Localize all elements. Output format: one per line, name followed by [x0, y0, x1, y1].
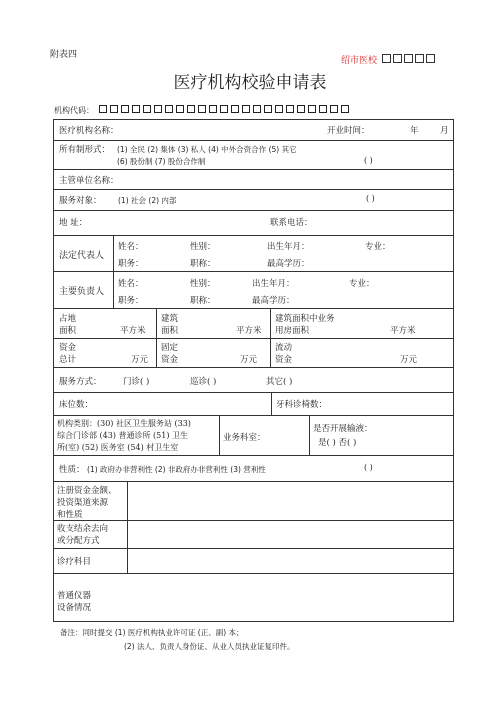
name-label: 医疗机构名称： [59, 126, 119, 136]
form-title: 医疗机构校验申请表 [173, 73, 327, 93]
legal-rep-name-label: 姓名： [118, 242, 144, 252]
form-table [53, 119, 454, 622]
dental-chairs-label: 牙科诊椅数： [276, 400, 328, 410]
equipment-label-2: 设备情况 [57, 603, 92, 613]
total-funds-label-1: 资金 [59, 343, 77, 353]
year-label: 年 [410, 126, 419, 136]
org-code-row [54, 98, 349, 117]
total-funds-unit: 万元 [131, 355, 149, 365]
note-line-1: 备注：同时提交 (1) 医疗机构执业许可证 (正、副) 本； [60, 628, 244, 637]
land-area-label-2: 面积 [59, 326, 77, 336]
build-area-label-2: 面积 [161, 326, 179, 336]
income-label-1: 收支结余去向 [57, 524, 109, 534]
principal-major-label: 专业： [349, 279, 375, 289]
ownership-label: 所有制形式： [59, 145, 111, 155]
nature-label: 性质： [59, 465, 85, 475]
dept-label: 业务科室： [223, 433, 266, 443]
total-funds-label-2: 总计 [59, 355, 77, 365]
phone-label: 联系电话： [270, 218, 313, 228]
income-input[interactable] [131, 523, 449, 545]
nature-choice[interactable]: ( ) [364, 463, 373, 472]
outpatient-option[interactable]: 门诊( ) [123, 377, 150, 387]
category-options-3[interactable]: 所(室) (52) 医务室 (54) 村卫生室 [57, 443, 179, 452]
flow-funds-label-1: 流动 [275, 343, 293, 353]
beds-label: 床位数： [59, 400, 94, 410]
build-area-label-1: 建筑 [161, 314, 179, 324]
note-line-2: (2) 法人、负责人身份证、从业人员执业证复印件。 [124, 642, 295, 651]
phone-input[interactable] [320, 213, 448, 231]
service-target-options[interactable]: (1) 社会 (2) 内部 [118, 196, 177, 205]
ownership-choice[interactable]: ( ) [364, 156, 373, 165]
ownership-options-2[interactable]: (6) 股份制 (7) 股份合作制 [117, 157, 206, 166]
reg-funds-label-2: 投资渠道来源 [57, 498, 109, 508]
category-options-1[interactable]: 机构类别：(30) 社区卫生服务站 (33) [57, 419, 191, 428]
legal-rep-edu-label: 最高学历： [267, 259, 310, 269]
supervisor-input[interactable] [124, 171, 444, 187]
reg-funds-input[interactable] [131, 484, 449, 517]
principal-name-label: 姓名： [118, 279, 144, 289]
flow-funds-label-2: 资金 [275, 355, 293, 365]
annex-label: 附表四 [50, 50, 78, 60]
land-area-unit: 平方米 [120, 326, 146, 336]
org-code-label: 机构代码： [54, 106, 94, 115]
ownership-options-1[interactable]: (1) 全民 (2) 集体 (3) 私人 (4) 中外合资合作 (5) 其它 [117, 145, 297, 154]
address-label: 地 址： [59, 218, 88, 228]
medical-area-unit: 平方米 [390, 326, 416, 336]
open-time-label: 开业时间： [327, 126, 370, 136]
serial-boxes[interactable] [382, 54, 435, 63]
city-prefix: 绍市医校 [341, 56, 378, 66]
service-mode-label: 服务方式： [59, 377, 102, 387]
infusion-label: 是否开展输液： [313, 424, 373, 434]
subjects-label: 诊疗科目 [57, 557, 92, 567]
principal-edu-label: 最高学历： [252, 296, 295, 306]
principal-label: 主要负责人 [59, 287, 105, 297]
medical-area-label-2: 用房面积 [275, 326, 310, 336]
reg-funds-label-1: 注册资金金额、 [57, 486, 117, 496]
medical-area-label-1: 建筑面积中业务 [275, 314, 335, 324]
equipment-label-1: 普通仪器 [57, 591, 92, 601]
supervisor-label: 主管单位名称： [59, 176, 119, 186]
category-options-2[interactable]: 综合门诊部 (43) 普通诊所 (51) 卫生 [57, 431, 189, 440]
build-area-unit: 平方米 [236, 326, 262, 336]
fixed-funds-label-2: 资金 [161, 355, 179, 365]
other-option[interactable]: 其它( ) [266, 377, 293, 387]
flow-funds-unit: 万元 [400, 355, 418, 365]
month-label: 月 [440, 126, 449, 136]
infusion-options[interactable]: 是( ) 否( ) [318, 438, 357, 448]
reg-funds-label-3: 和性质 [57, 510, 83, 520]
legal-rep-title-label: 职称： [190, 259, 216, 269]
legal-rep-major-label: 专业： [365, 242, 391, 252]
principal-gender-label: 性别： [190, 279, 216, 289]
org-code-boxes[interactable] [99, 105, 349, 113]
visit-option[interactable]: 巡诊( ) [190, 377, 217, 387]
name-input[interactable] [126, 121, 316, 137]
nature-options[interactable]: (1) 政府办非营利性 (2) 非政府办非营利性 (3) 营利性 [87, 465, 266, 474]
principal-title-label: 职称： [190, 296, 216, 306]
beds-input[interactable] [102, 395, 267, 412]
fixed-funds-label-1: 固定 [161, 343, 179, 353]
address-input[interactable] [122, 213, 262, 231]
dental-chairs-input[interactable] [336, 395, 448, 412]
income-label-2: 或分配方式 [57, 536, 100, 546]
serial-number [341, 48, 435, 67]
service-target-choice[interactable]: ( ) [366, 194, 375, 203]
legal-rep-post-label: 职务： [118, 259, 144, 269]
land-area-label-1: 占地 [59, 314, 77, 324]
legal-rep-label: 法定代表人 [59, 251, 105, 261]
subjects-input[interactable] [131, 551, 449, 570]
fixed-funds-unit: 万元 [240, 355, 258, 365]
legal-rep-gender-label: 性别： [190, 242, 216, 252]
legal-rep-birth-label: 出生年月： [267, 242, 310, 252]
principal-birth-label: 出生年月： [252, 279, 295, 289]
equipment-input[interactable] [131, 576, 449, 618]
service-target-label: 服务对象： [59, 196, 102, 206]
principal-post-label: 职务： [118, 296, 144, 306]
